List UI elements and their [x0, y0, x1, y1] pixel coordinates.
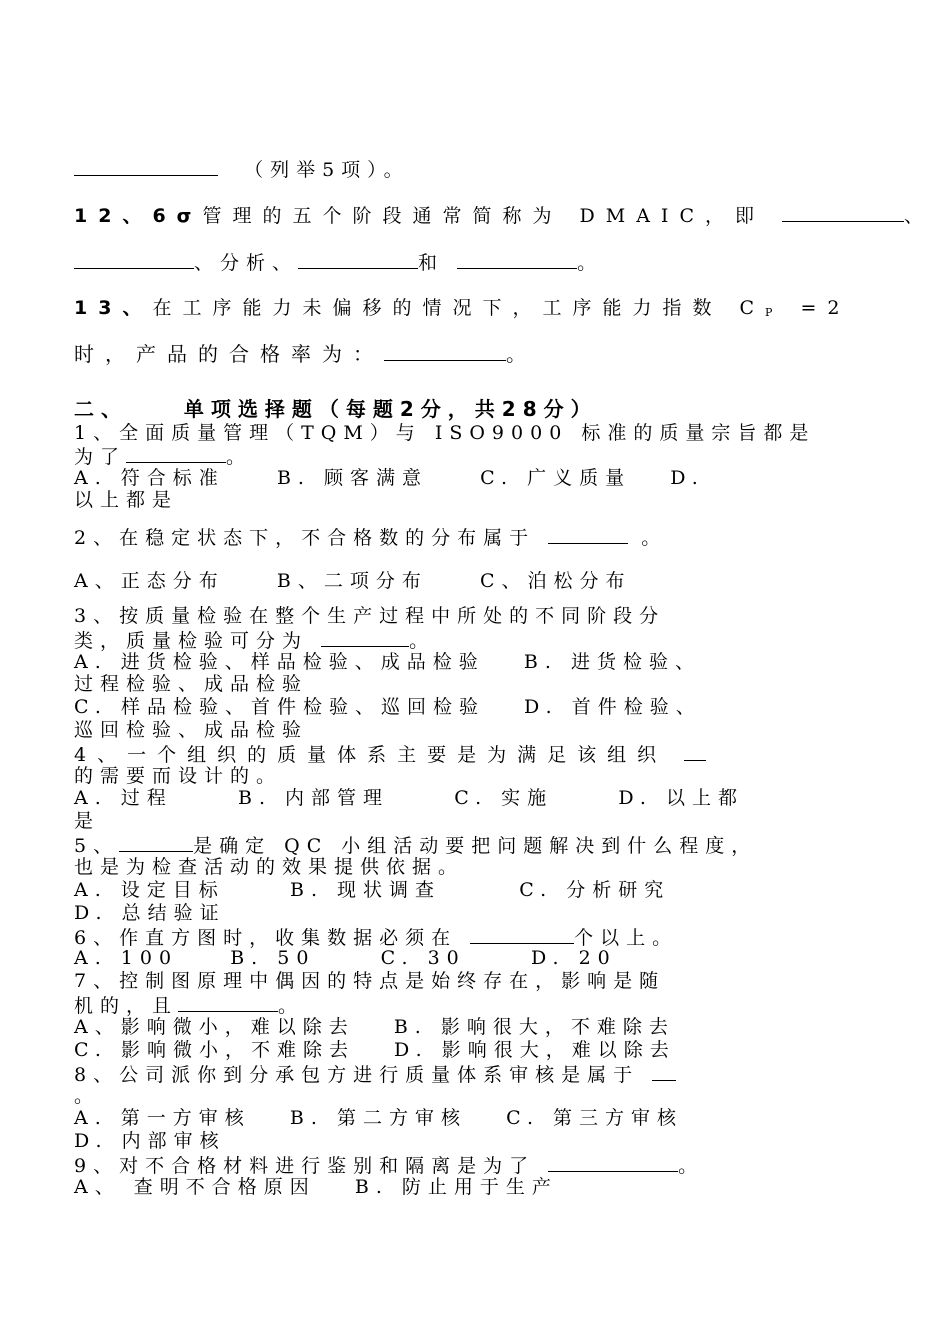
q8-text: 8、公司派你到分承包方进行质量体系审核是属于 [74, 1064, 640, 1086]
answer-blank[interactable] [178, 993, 278, 1012]
q5-options-cont: D. 总结验证 [74, 902, 226, 924]
q12-text: 管理的五个阶段通常简称为 DMAIC，即 [202, 205, 765, 227]
q7-text: 机的，且 [74, 995, 179, 1017]
period: 。 [409, 630, 436, 652]
q4-options: A. 过程 B. 内部管理 C. 实施 D. 以上都 [74, 787, 745, 809]
q1-line1: 1、全面质量管理（TQM）与 ISO9000 标准的质量宗旨都是 [74, 422, 816, 444]
q7-line2 [74, 993, 304, 1017]
q5-line1 [74, 833, 757, 857]
answer-blank[interactable] [548, 525, 628, 544]
q8-line2: 。 [74, 1085, 101, 1107]
question-number: 13、 [74, 297, 153, 319]
q1-line2 [74, 444, 252, 468]
q8-options-abc: A. 第一方审核 B. 第二方审核 C. 第三方审核 [74, 1107, 684, 1129]
q3-text: 类，质量检验可分为 [74, 630, 309, 652]
q5-number: 5、 [74, 835, 120, 857]
q13-subscript: P [765, 306, 784, 319]
q9-options: A、 查明不合格原因 B. 防止用于生产 [74, 1176, 558, 1198]
q3-options-cd-cont: 巡回检验、成品检验 [74, 719, 309, 741]
section-number: 二、 [74, 397, 128, 421]
q3-options-ab: A. 进货检验、样品检验、成品检验 B. 进货检验、 [74, 651, 701, 673]
q13-line2-text: 时，产品的合格率为： [74, 342, 384, 366]
q3-line2 [74, 628, 435, 652]
q11-tail-text: （列举5项）。 [244, 159, 410, 181]
q2-line1 [74, 525, 667, 549]
answer-blank[interactable] [782, 203, 904, 222]
answer-blank[interactable] [298, 250, 418, 269]
q3-line1: 3、按质量检验在整个生产过程中所处的不同阶段分 [74, 605, 666, 627]
q12-line1: 12、6σ管理的五个阶段通常简称为 DMAIC，即 、 [74, 205, 935, 227]
q11-tail-line [74, 157, 410, 181]
question-number: 12、 [74, 205, 153, 227]
answer-blank[interactable] [470, 925, 574, 944]
q5-text: 是确定 QC 小组活动要把问题解决到什么程度， [193, 835, 758, 857]
period: 。 [641, 527, 668, 549]
q7-line1: 7、控制图原理中偶因的特点是始终存在，影响是随 [74, 970, 666, 992]
q8-line1 [74, 1062, 676, 1086]
answer-blank[interactable] [74, 157, 218, 176]
answer-blank[interactable] [548, 1153, 678, 1172]
q13-end: 。 [506, 342, 537, 366]
section-heading [74, 398, 598, 420]
q6-options: A. 100 B. 50 C. 30 D. 20 [74, 947, 617, 969]
answer-blank[interactable] [126, 444, 226, 463]
q2-options: A、正态分布 B、二项分布 C、泊松分布 [74, 570, 632, 592]
answer-blank[interactable] [74, 250, 194, 269]
q9-line1 [74, 1153, 704, 1177]
q6-text: 6、作直方图时，收集数据必须在 [74, 927, 458, 949]
q8-options-d: D. 内部审核 [74, 1130, 226, 1152]
answer-blank[interactable] [321, 628, 409, 647]
q13-text: 在工序能力未偏移的情况下，工序能力指数 C [152, 297, 766, 319]
q1-options-cont: 以上都是 [74, 489, 179, 511]
q9-text: 9、对不合格材料进行鉴别和隔离是为了 [74, 1155, 536, 1177]
q3-options-cd: C. 样品检验、首件检验、巡回检验 D. 首件检验、 [74, 696, 702, 718]
answer-blank[interactable] [119, 833, 193, 852]
q6-text-end: 个以上。 [574, 927, 679, 949]
q4-line2: 的需要而设计的。 [74, 765, 283, 787]
q2-text: 2、在稳定状态下，不合格数的分布属于 [74, 527, 536, 549]
q7-options-cd: C. 影响微小，不难除去 D. 影响很大，难以除去 [74, 1039, 676, 1061]
q13-value: =2 [783, 297, 851, 319]
period: 。 [678, 1155, 705, 1177]
q12-end: 。 [577, 252, 604, 274]
q4-text: 4、一个组织的质量体系主要是为满足该组织 [74, 744, 668, 766]
q12-and: 和 [418, 252, 445, 274]
answer-blank[interactable] [384, 342, 506, 361]
q5-options: A. 设定目标 B. 现状调查 C. 分析研究 [74, 879, 671, 901]
section-title: 单项选择题（每题2分，共28分） [183, 397, 598, 421]
q7-options-ab: A、影响微小，难以除去 B. 影响很大，不难除去 [74, 1016, 675, 1038]
q3-options-ab-cont: 过程检验、成品检验 [74, 673, 309, 695]
period: 。 [226, 446, 253, 468]
q13-line1 [74, 297, 851, 324]
answer-blank[interactable] [457, 250, 577, 269]
q13-line2 [74, 342, 537, 365]
answer-blank[interactable] [652, 1062, 676, 1081]
q5-line2: 也是为检查活动的效果提供依据。 [74, 856, 465, 878]
answer-blank[interactable] [684, 742, 706, 761]
q4-line1 [74, 742, 706, 766]
q1-text: 为了 [74, 446, 127, 468]
q6-line1 [74, 925, 678, 949]
q1-options: A. 符合标准 B. 顾客满意 C. 广义质量 D. [74, 467, 705, 489]
q4-options-cont: 是 [74, 810, 101, 832]
sigma-text: 6σ [152, 205, 203, 227]
q12-line2 [74, 250, 603, 274]
q12-line2-text: 、分析、 [194, 252, 299, 274]
period: 。 [278, 995, 305, 1017]
